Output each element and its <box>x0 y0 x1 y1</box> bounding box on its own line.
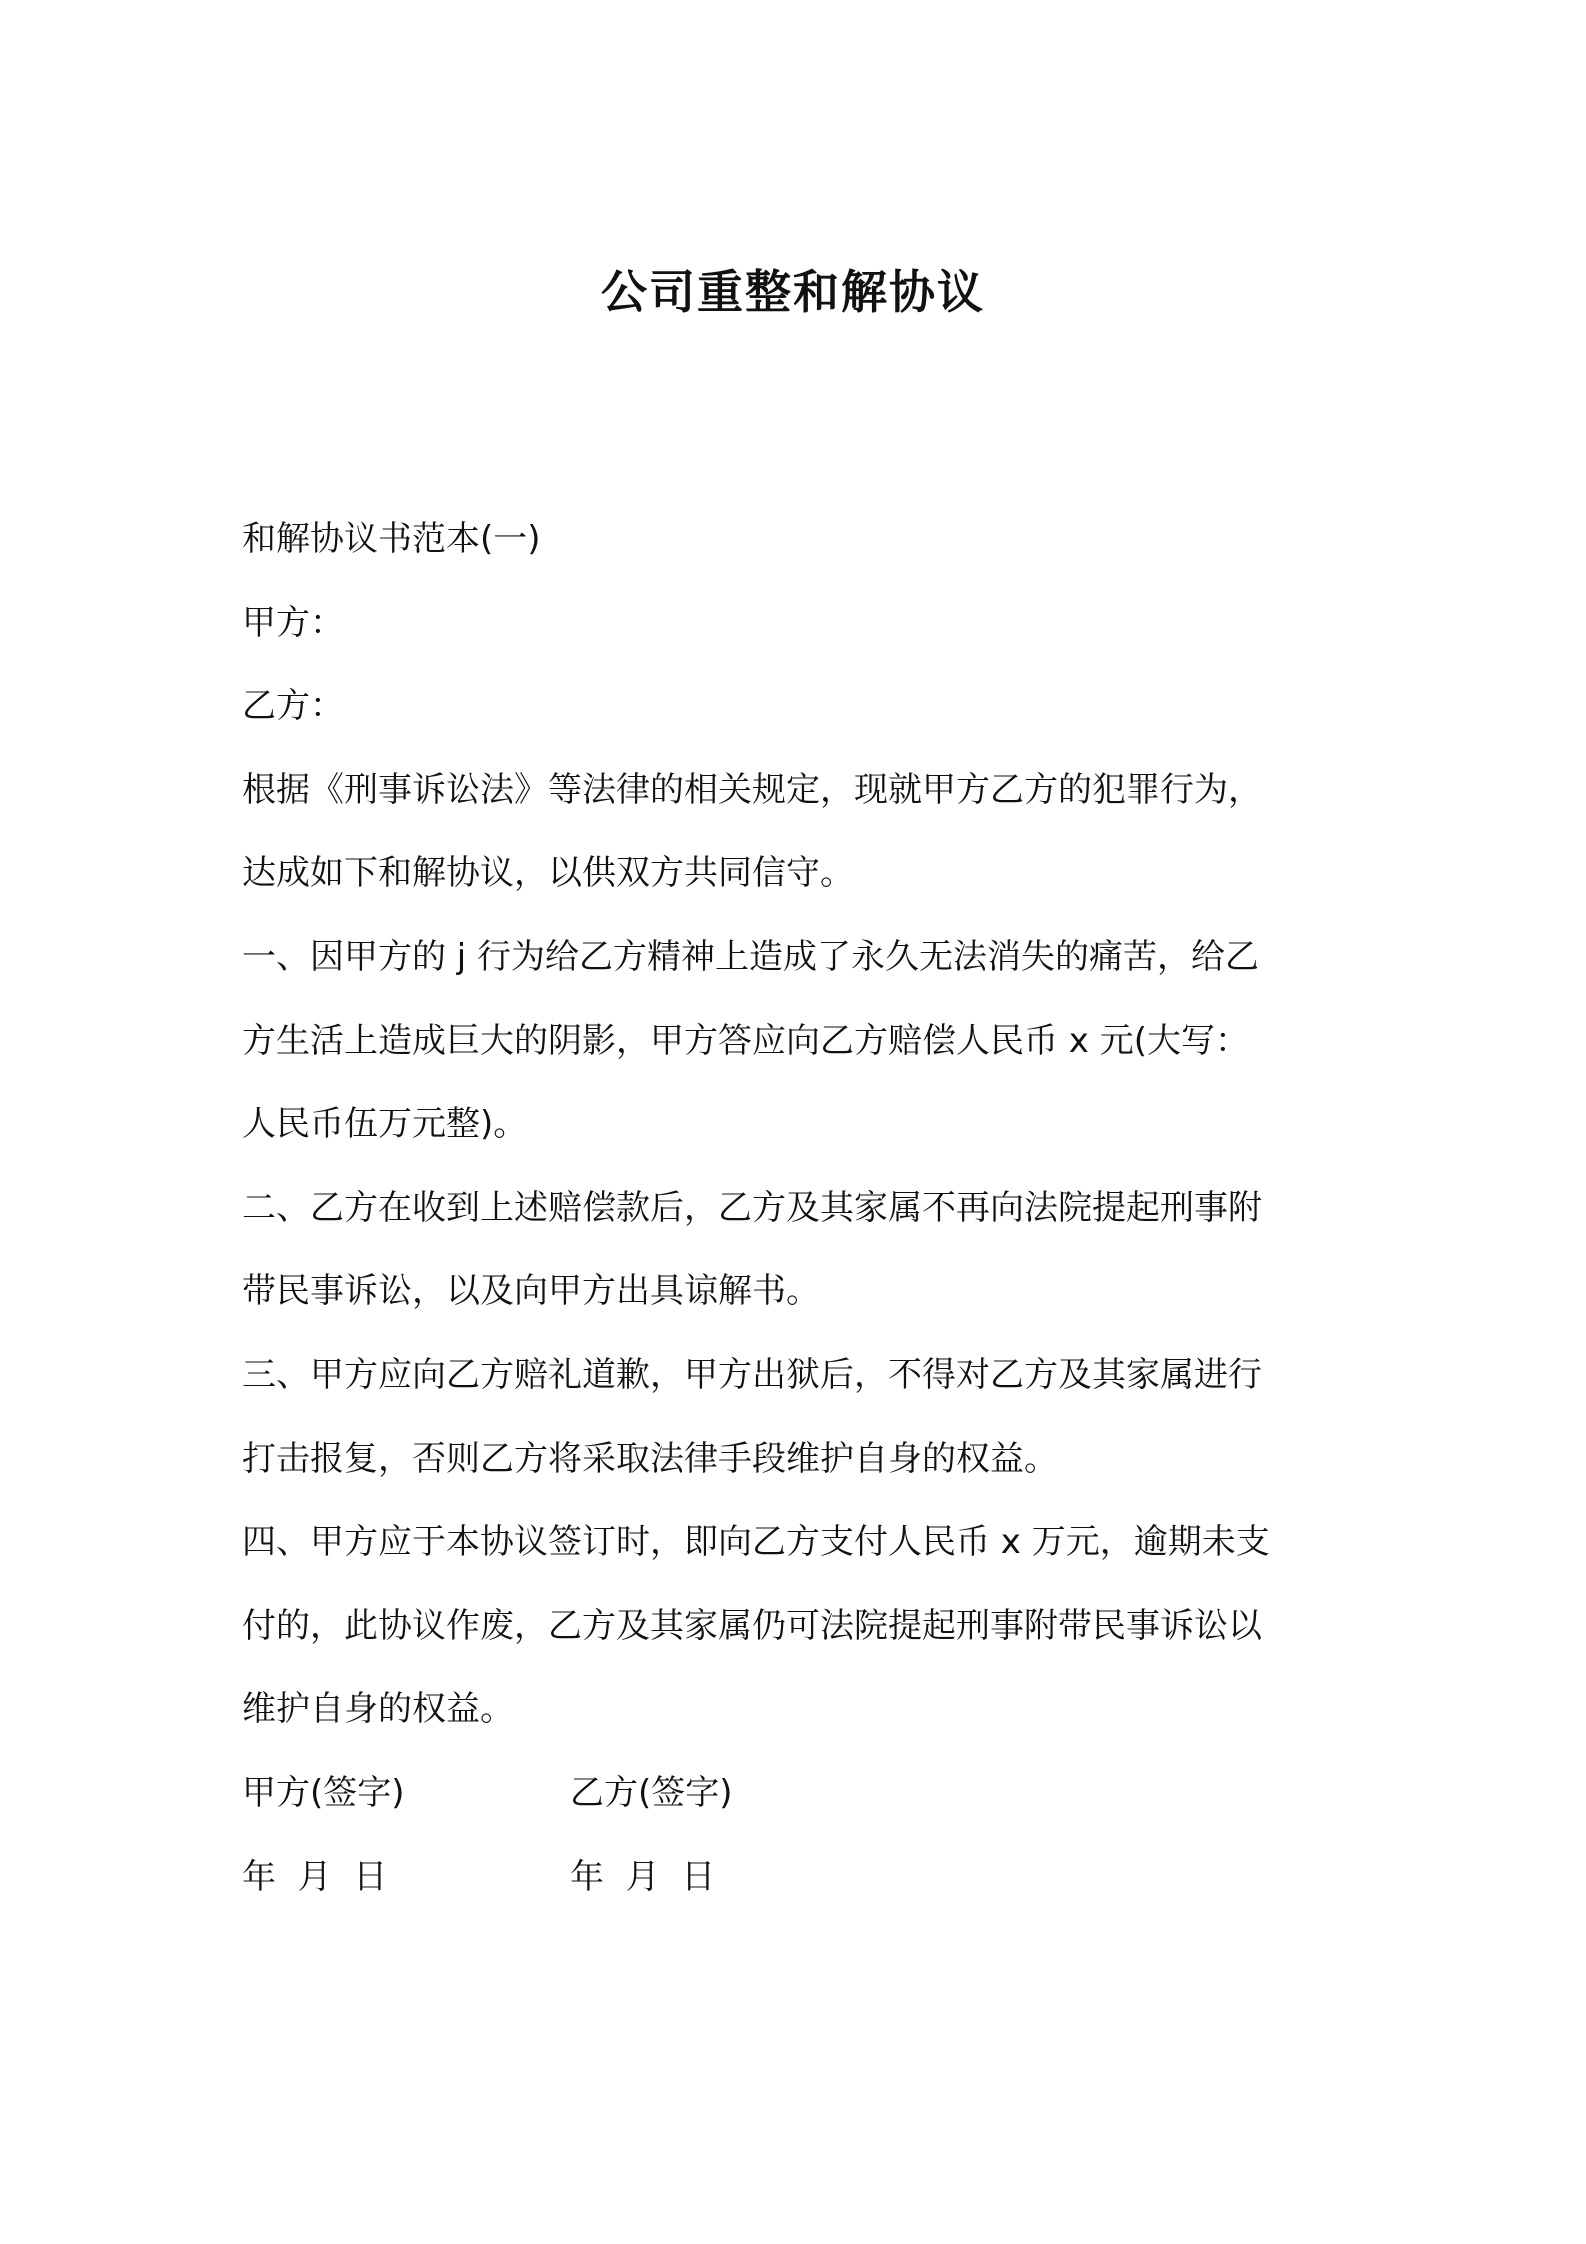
clause-3-line-2: 打击报复，否则乙方将采取法律手段维护自身的权益。 <box>242 1438 1058 1479</box>
clause-1-line-2: 方生活上造成巨大的阴影，甲方答应向乙方赔偿人民币 x 元(大写： <box>242 1020 1249 1061</box>
preamble-line-2: 达成如下和解协议，以供双方共同信守。 <box>242 853 854 894</box>
party-b-date: 年 月 日 <box>570 1856 716 1897</box>
preamble-line-1: 根据《刑事诉讼法》等法律的相关规定，现就甲方乙方的犯罪行为， <box>242 769 1262 810</box>
section-heading: 和解协议书范本(一) <box>242 519 541 559</box>
clause-4-line-1: 四、甲方应于本协议签订时，即向乙方支付人民币 x 万元，逾期未支 <box>242 1522 1270 1563</box>
signature-row <box>242 1752 1362 1836</box>
party-a-date: 年 月 日 <box>242 1856 388 1897</box>
clause-3-line-1: 三、甲方应向乙方赔礼道歉，甲方出狱后，不得对乙方及其家属进行 <box>242 1354 1262 1395</box>
clause-2-line-1: 二、乙方在收到上述赔偿款后，乙方及其家属不再向法院提起刑事附 <box>242 1187 1262 1228</box>
date-row <box>242 1836 1362 1920</box>
clause-1-line-1: 一、因甲方的 j 行为给乙方精神上造成了永久无法消失的痛苦，给乙 <box>242 936 1260 977</box>
document-title: 公司重整和解协议 <box>601 265 985 319</box>
party-b-line: 乙方： <box>242 686 344 727</box>
clause-4-line-2: 付的，此协议作废，乙方及其家属仍可法院提起刑事附带民事诉讼以 <box>242 1605 1262 1646</box>
clause-1-line-3: 人民币伍万元整)。 <box>242 1104 528 1145</box>
clause-4-line-3: 维护自身的权益。 <box>242 1689 514 1730</box>
document-body <box>242 498 1362 1919</box>
party-b-signature: 乙方(签字) <box>570 1772 733 1813</box>
party-a-signature: 甲方(签字) <box>242 1772 405 1813</box>
clause-2-line-2: 带民事诉讼，以及向甲方出具谅解书。 <box>242 1271 820 1312</box>
party-a-line: 甲方： <box>242 602 344 643</box>
